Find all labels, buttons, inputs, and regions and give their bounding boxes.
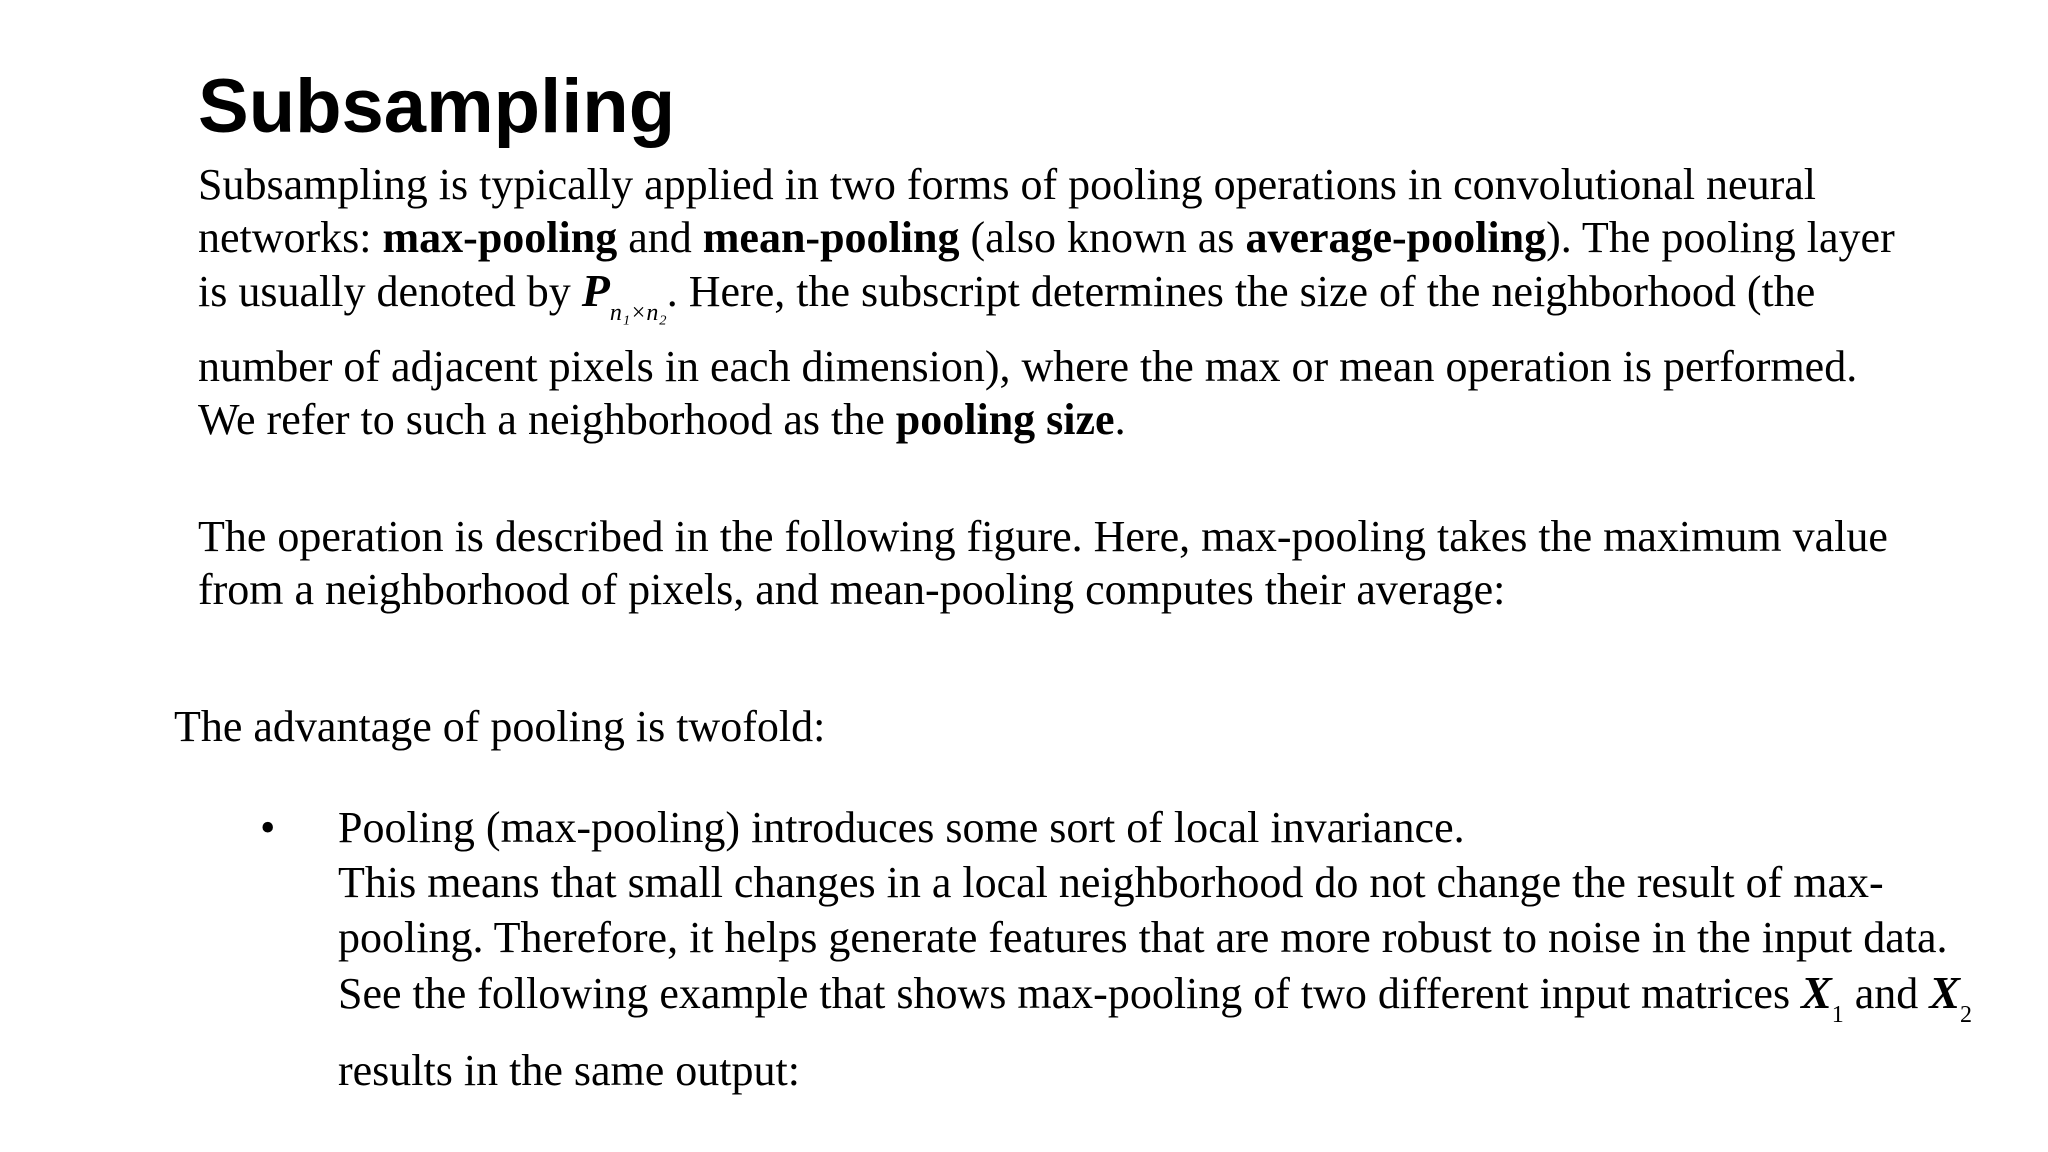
text: . xyxy=(1114,395,1126,444)
term-max-pooling: max-pooling xyxy=(382,213,618,262)
matrix-symbol-x1: X xyxy=(1801,967,1832,1018)
term-pooling-size: pooling size xyxy=(895,395,1115,444)
pooling-symbol: P xyxy=(581,265,610,316)
text: results in the same output: xyxy=(338,1046,800,1095)
text: and xyxy=(617,213,703,262)
paragraph-pooling-definition xyxy=(198,158,1898,446)
bullet-item-local-invariance xyxy=(338,800,1978,1098)
term-mean-pooling: mean-pooling xyxy=(702,213,960,262)
text: and xyxy=(1843,969,1930,1018)
text: (also known as xyxy=(959,213,1246,262)
bullet-marker: • xyxy=(260,803,276,852)
paragraph-operation-description: The operation is described in the following figure. Here, max-pooling takes the maximum value from a neighborhood of pixels, and mean-pooling computes their average: xyxy=(198,512,1888,614)
text: . Here, the subscript determines the size of the neighborhood (the number of adjacent pixels in each dimension), where the max or mean operation is performed. We refer to such a neighborhood as the xyxy=(198,267,1858,444)
text: Subsampling is typically applied in two forms of pooling operations in convolutional neural networks: xyxy=(198,160,1816,262)
matrix-symbol-x1-subscript: 1 xyxy=(1831,1002,1844,1028)
matrix-symbol-x2-subscript: 2 xyxy=(1960,1002,1972,1028)
matrix-symbol-x2: X xyxy=(1929,967,1960,1018)
slide-title: Subsampling xyxy=(198,64,676,149)
text: Pooling (max-pooling) introduces some sort of local invariance. xyxy=(338,803,1465,852)
text: ). The pooling layer is usually denoted by xyxy=(198,213,1895,316)
text: This means that small changes in a local neighborhood do not change the result of max-pooling. Therefore, it helps generate features that are more robust to noise in the input data. See the following example that shows max-pooling of two different input matrices xyxy=(338,858,1948,1018)
term-average-pooling: average-pooling xyxy=(1245,213,1547,262)
paragraph-advantage-intro: The advantage of pooling is twofold: xyxy=(174,702,826,751)
pooling-symbol-subscript: n₁×n₂ xyxy=(609,300,667,326)
